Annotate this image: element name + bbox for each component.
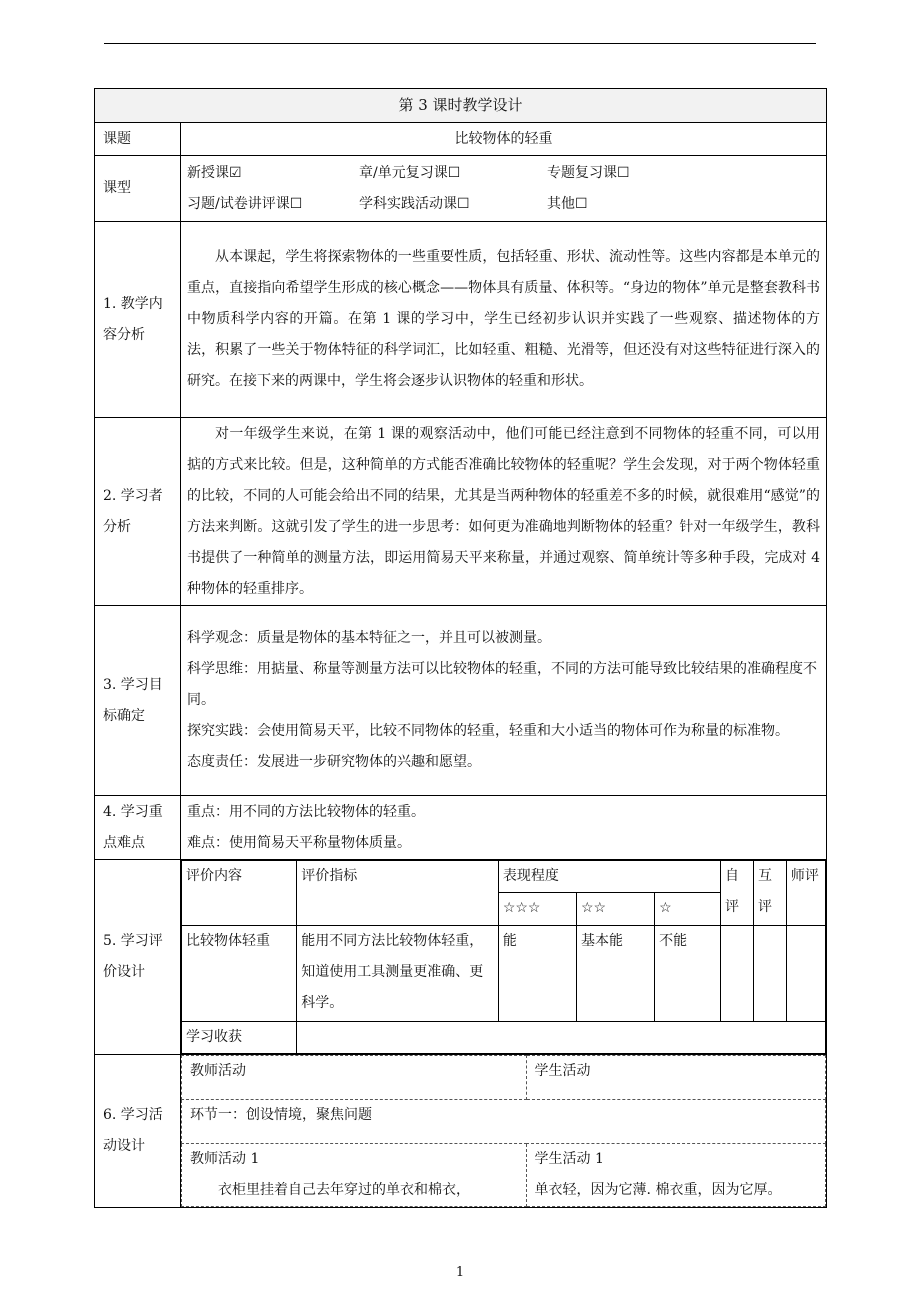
content-analysis-text: 从本课起，学生将探索物体的一些重要性质，包括轻重、形状、流动性等。这些内容都是本单元的重点，直接指向希望学生形成的核心概念——物体具有质量、体积等。“身边的物体”单元是整套教科书中物质科学内容的开篇。在第 1 课的学习中，学生已经初步认识并实践了一些观察、描述物体的方法，积累了一些关于物体特征的科学词汇，比如轻重、粗糙、光滑等，但还没有对这些特征进行深入的研究。在接下来的两课中，学生将会逐步认识物体的轻重和形状。 — [181, 222, 827, 418]
objectives-label: 3. 学习目标确定 — [95, 606, 181, 796]
teacher-activity-header: 教师活动 — [182, 1056, 527, 1100]
harvest-label: 学习收获 — [182, 1022, 297, 1054]
topic-label: 课题 — [95, 123, 181, 156]
activities-cell — [181, 1055, 827, 1208]
page-number: 1 — [455, 1265, 465, 1280]
difficult-point: 难点：使用简易天平称量物体质量。 — [187, 834, 411, 851]
lesson-plan-table — [94, 88, 827, 1208]
document-title: 第 3 课时教学设计 — [95, 89, 827, 123]
objective-thinking: 科学思维：用掂量、称量等测量方法可以比较物体的轻重，不同的方法可能导致比较结果的准确程度不同。 — [187, 661, 817, 708]
student-activity-1-title: 学生活动 1 — [534, 1151, 604, 1167]
section-one-title: 环节一：创设情境，聚焦问题 — [182, 1100, 826, 1144]
header-self: 自评 — [721, 861, 754, 926]
header-teacher: 师评 — [786, 861, 825, 926]
teacher-score — [786, 926, 825, 1022]
evaluation-label: 5. 学习评价设计 — [95, 860, 181, 1055]
objective-concept: 科学观念：质量是物体的基本特征之一，并且可以被测量。 — [187, 630, 551, 646]
stars-three: ☆☆☆ — [498, 893, 576, 926]
teacher-activity-1-text: 衣柜里挂着自己去年穿过的单衣和棉衣， — [218, 1182, 470, 1198]
level-can: 能 — [498, 926, 576, 1022]
objective-attitude: 态度责任：发展进一步研究物体的兴趣和愿望。 — [187, 754, 481, 770]
header-level: 表现程度 — [498, 861, 720, 893]
learner-analysis-label: 2. 学习者分析 — [95, 418, 181, 606]
teacher-activity-1 — [182, 1144, 527, 1207]
lesson-type-options — [181, 156, 827, 222]
header-rule — [104, 43, 816, 44]
content-analysis-label: 1. 教学内容分析 — [95, 222, 181, 418]
evaluation-cell — [181, 860, 827, 1055]
header-peer: 互评 — [753, 861, 786, 926]
option-topic-review: 专题复习课☐ — [547, 164, 630, 181]
teacher-activity-1-title: 教师活动 1 — [190, 1151, 260, 1167]
option-exercise-review: 习题/试卷讲评课☐ — [187, 195, 303, 212]
evaluation-table — [181, 860, 826, 1054]
self-score — [721, 926, 754, 1022]
row-content: 比较物体轻重 — [182, 926, 297, 1022]
key-points-list — [181, 796, 827, 860]
student-activity-1-text: 单衣轻，因为它薄. 棉衣重，因为它厚。 — [534, 1182, 782, 1198]
topic-value: 比较物体的轻重 — [181, 123, 827, 156]
option-practice-activity: 学科实践活动课☐ — [359, 195, 470, 212]
peer-score — [753, 926, 786, 1022]
header-content: 评价内容 — [182, 861, 297, 926]
option-new-lesson: 新授课☑ — [187, 164, 242, 181]
lesson-type-label: 课型 — [95, 156, 181, 222]
objective-practice: 探究实践：会使用简易天平，比较不同物体的轻重，轻重和大小适当的物体可作为称量的标准物。 — [187, 723, 789, 739]
option-other: 其他☐ — [547, 195, 588, 212]
student-activity-1 — [526, 1144, 825, 1207]
option-unit-review: 章/单元复习课☐ — [359, 164, 461, 181]
activities-label: 6. 学习活动设计 — [95, 1055, 181, 1208]
objectives-list — [181, 606, 827, 796]
learner-analysis-text: 对一年级学生来说，在第 1 课的观察活动中，他们可能已经注意到不同物体的轻重不同，可以用掂的方式来比较。但是，这种简单的方式能否准确比较物体的轻重呢？学生会发现，对于两个物体轻重的比较，不同的人可能会给出不同的结果，尤其是当两种物体的轻重差不多的时候，就很难用“感觉”的方法来判断。这就引发了学生的进一步思考：如何更为准确地判断物体的轻重？针对一年级学生，教科书提供了一种简单的测量方法，即运用简易天平来称量，并通过观察、简单统计等多种手段，完成对 4 种物体的轻重排序。 — [181, 418, 827, 606]
harvest-value — [297, 1022, 826, 1054]
row-indicator: 能用不同方法比较物体轻重，知道使用工具测量更准确、更科学。 — [297, 926, 499, 1022]
level-basic: 基本能 — [577, 926, 655, 1022]
key-point: 重点：用不同的方法比较物体的轻重。 — [187, 803, 425, 820]
student-activity-header: 学生活动 — [526, 1056, 825, 1100]
stars-two: ☆☆ — [577, 893, 655, 926]
level-cannot: 不能 — [655, 926, 721, 1022]
stars-one: ☆ — [655, 893, 721, 926]
header-indicator: 评价指标 — [297, 861, 499, 926]
key-points-label: 4. 学习重点难点 — [95, 796, 181, 860]
activities-table — [181, 1055, 826, 1207]
